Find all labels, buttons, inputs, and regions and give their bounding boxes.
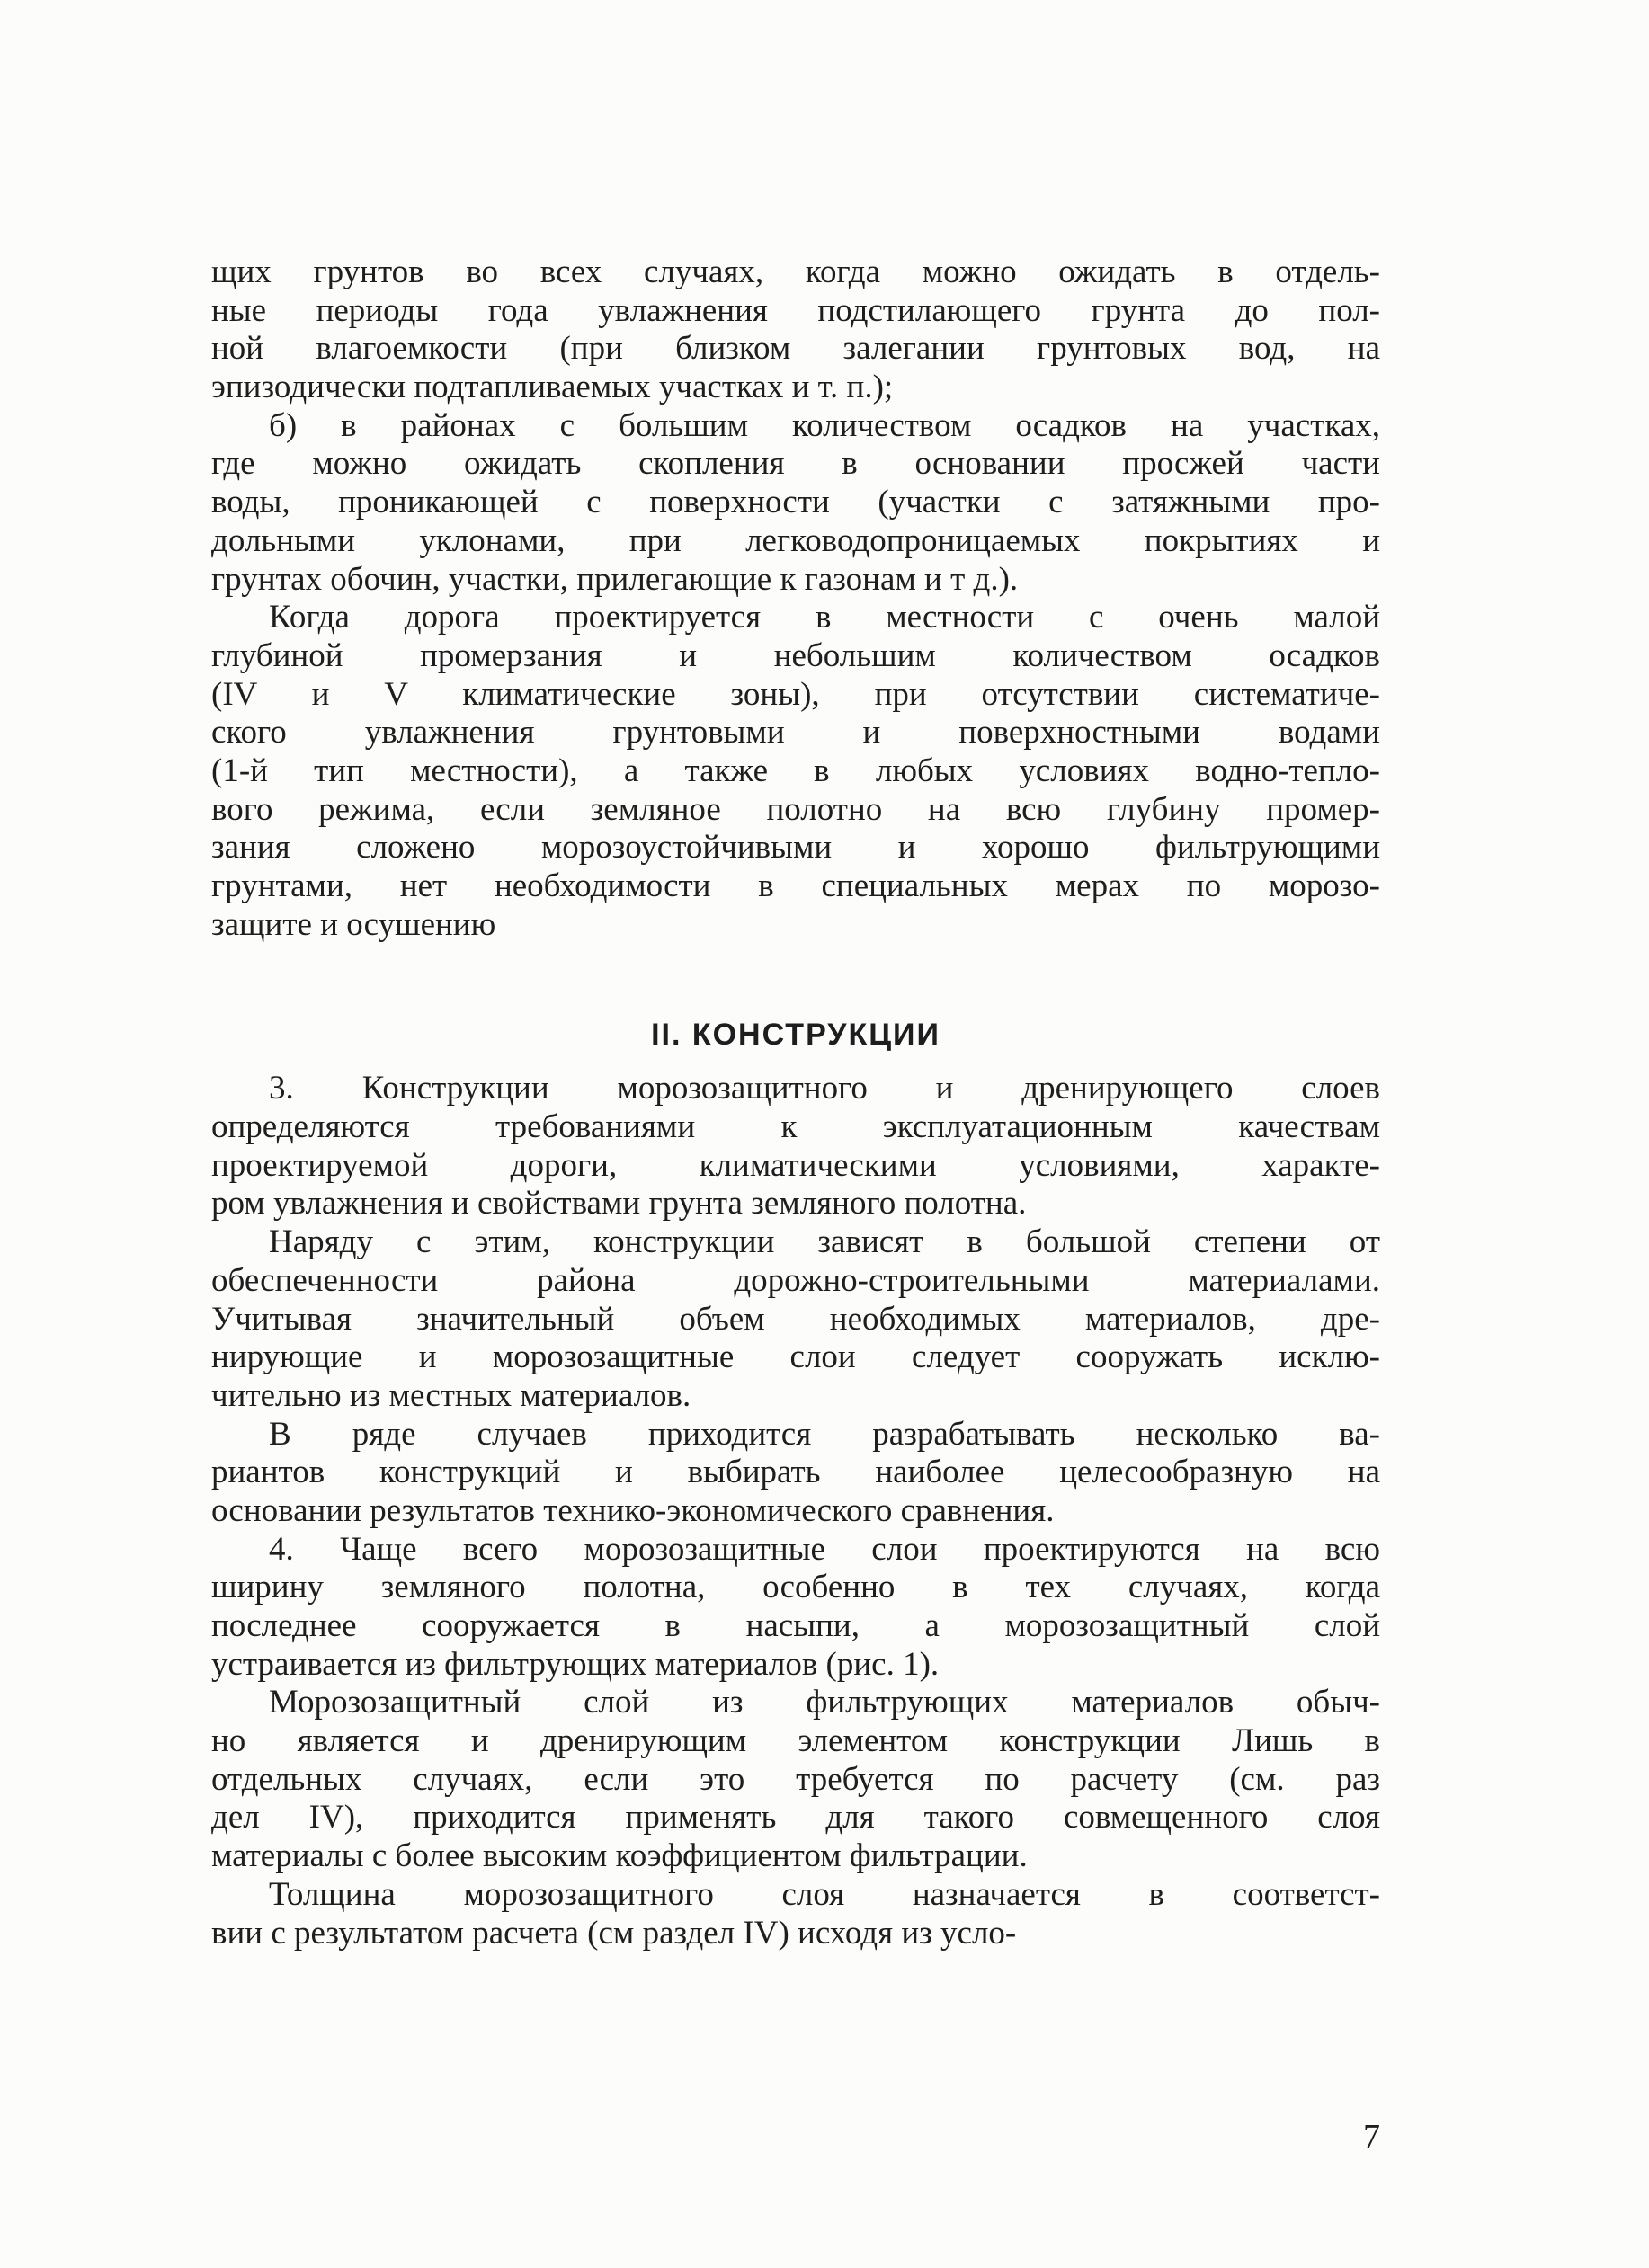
text-line: б) в районах с большим количеством осадков на участках, <box>269 406 1380 444</box>
text-line: но является и дренирующим элементом конструкции Лишь в <box>211 1722 1380 1760</box>
text-line: Морозозащитный слой из фильтрующих материалов обыч- <box>269 1684 1380 1721</box>
paragraph <box>211 253 1380 407</box>
text-line: Наряду с этим, конструкции зависят в большой степени от <box>269 1223 1380 1261</box>
text-line: устраивается из фильтрующих материалов (рис. 1). <box>211 1645 940 1683</box>
paragraph <box>211 1223 1380 1415</box>
text-line: (1-й тип местности), а также в любых условиях водно-тепло- <box>211 752 1380 789</box>
text-line: В ряде случаев приходится разрабатывать несколько ва- <box>269 1415 1380 1453</box>
text-line: отдельных случаях, если это требуется по расчету (см. раз <box>211 1760 1380 1798</box>
text-line: грунтах обочин, участки, прилегающие к газонам и т д.). <box>211 560 1019 598</box>
text-line: воды, проникающей с поверхности (участки с затяжными про- <box>211 484 1380 521</box>
text-line: ные периоды года увлажнения подстилающего грунта до пол- <box>211 291 1380 329</box>
text-line: чительно из местных материалов. <box>211 1376 691 1414</box>
text-line: (IV и V климатические зоны), при отсутствии систематиче- <box>211 675 1380 713</box>
text-line: последнее сооружается в насыпи, а морозозащитный слой <box>211 1607 1380 1644</box>
page-body <box>211 253 1380 1952</box>
text-line: где можно ожидать скопления в основании просжей части <box>211 445 1380 483</box>
text-line: защите и осушению <box>211 905 496 943</box>
text-line: проектируемой дороги, климатическими условиями, характе- <box>211 1146 1380 1184</box>
text-line: риантов конструкций и выбирать наиболее целесообразную на <box>211 1454 1380 1491</box>
text-line: вого режима, если земляное полотно на всю глубину промер- <box>211 790 1380 828</box>
paragraph <box>211 1876 1380 1952</box>
text-line: ского увлажнения грунтовыми и поверхностными водами <box>211 714 1380 752</box>
text-line: глубиной промерзания и небольшим количеством осадков <box>211 636 1380 674</box>
section-heading: II. КОНСТРУКЦИИ <box>651 1018 940 1053</box>
text-line: 4. Чаще всего морозозащитные слои проектируются на всю <box>269 1530 1380 1568</box>
paragraph <box>211 599 1380 944</box>
text-line: ширину земляного полотна, особенно в тех случаях, когда <box>211 1569 1380 1606</box>
page-number: 7 <box>1363 2118 1380 2156</box>
paragraph <box>211 1070 1380 1223</box>
text-line: дел IV), приходится применять для такого совмещенного слоя <box>211 1799 1380 1837</box>
text-line: эпизодически подтапливаемых участках и т. п.); <box>211 369 894 406</box>
text-line: ром увлажнения и свойствами грунта земляного полотна. <box>211 1185 1027 1223</box>
text-line: определяются требованиями к эксплуатационным качествам <box>211 1108 1380 1146</box>
text-line: 3. Конструкции морозозащитного и дренирующего слоев <box>269 1070 1380 1107</box>
text-line: дольными уклонами, при легководопроницаемых покрытиях и <box>211 521 1380 559</box>
text-line: нирующие и морозозащитные слои следует сооружать исклю- <box>211 1339 1380 1376</box>
text-line: ной влагоемкости (при близком залегании грунтовых вод, на <box>211 330 1380 368</box>
text-line: грунтами, нет необходимости в специальных мерах по морозо- <box>211 867 1380 904</box>
text-line: Когда дорога проектируется в местности с очень малой <box>269 599 1380 636</box>
text-line: материалы с более высоким коэффициентом фильтрации. <box>211 1837 1028 1875</box>
text-line: Учитывая значительный объем необходимых материалов, дре- <box>211 1300 1380 1338</box>
text-line: обеспеченности района дорожно-строительными материалами. <box>211 1261 1380 1299</box>
text-block-top <box>211 253 1380 944</box>
paragraph <box>211 1531 1380 1685</box>
paragraph <box>211 407 1380 599</box>
text-line: основании результатов технико-экономического сравнения. <box>211 1491 1055 1529</box>
text-line: вии с результатом расчета (см раздел IV) исходя из усло- <box>211 1914 1017 1952</box>
text-line: щих грунтов во всех случаях, когда можно ожидать в отдель- <box>211 253 1380 290</box>
text-block-bottom <box>211 1070 1380 1952</box>
text-line: Толщина морозозащитного слоя назначается в соответст- <box>269 1875 1380 1913</box>
paragraph <box>211 1416 1380 1531</box>
paragraph <box>211 1684 1380 1875</box>
text-line: зания сложено морозоустойчивыми и хорошо фильтрующими <box>211 829 1380 867</box>
